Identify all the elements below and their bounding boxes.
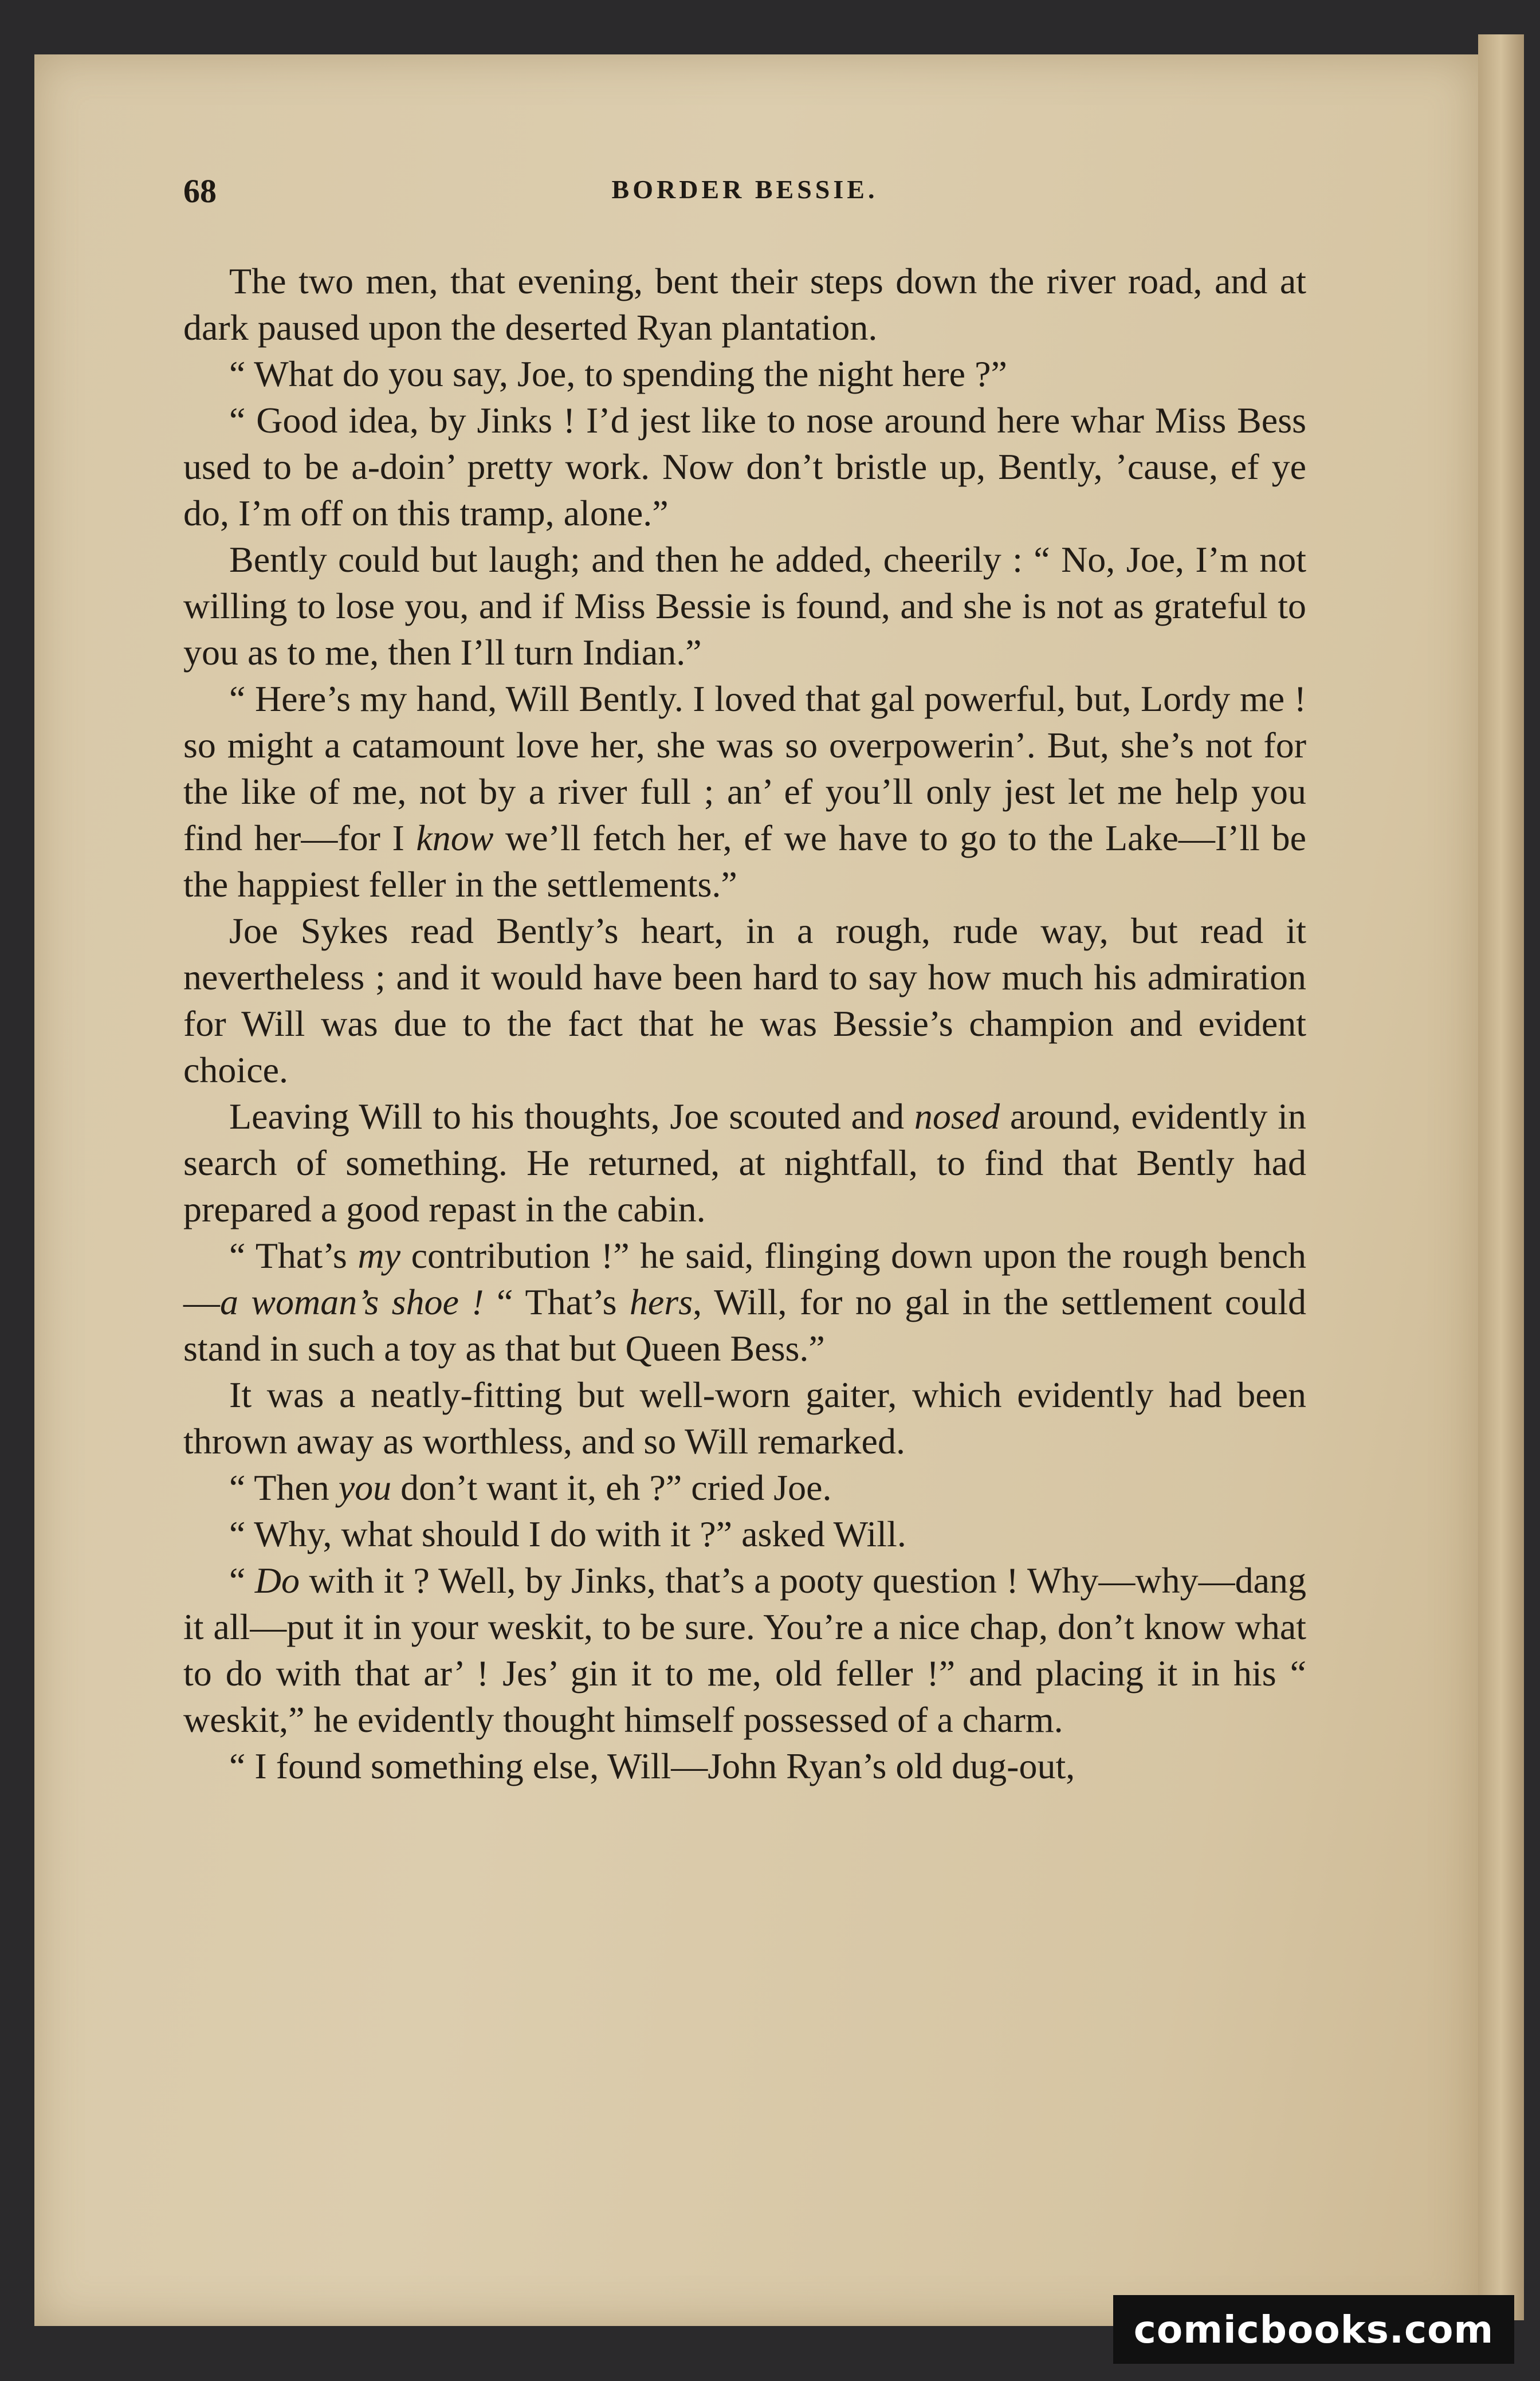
paragraph xyxy=(183,1557,1306,1743)
paragraph xyxy=(183,1464,1306,1511)
italic-text: hers xyxy=(629,1282,693,1322)
paragraph xyxy=(183,1511,1306,1557)
watermark-badge xyxy=(1113,2295,1514,2364)
text-run: “ What do you say, Joe, to spending the night here ?” xyxy=(229,353,1007,394)
page-number: 68 xyxy=(183,172,217,210)
paragraph xyxy=(183,351,1306,397)
paragraph xyxy=(183,397,1306,536)
paragraph xyxy=(183,907,1306,1093)
text-run: “ xyxy=(229,1560,255,1601)
text-run: “ Here’s my hand, Will Bently. I loved that gal powerful, but, Lordy me ! so might a catamount love her, she was so overpowerin’. But, she’s not for the like of me, not by a river full ; an’ ef you’ll only jest let me help you find her—for I xyxy=(183,678,1306,858)
adjacent-page-edge xyxy=(1478,34,1524,2320)
text-run: “ I found something else, Will—John Ryan’s old dug-out, xyxy=(229,1746,1075,1786)
paragraph xyxy=(183,1372,1306,1464)
running-head: BORDER BESSIE. xyxy=(611,175,878,204)
text-run: “ That’s xyxy=(484,1282,630,1322)
watermark-text: comicbooks.com xyxy=(1133,2307,1494,2352)
italic-text: a woman’s shoe ! xyxy=(220,1282,484,1322)
text-run: around, evidently in search of something. He returned, at nightfall, to find that Bently had prepared a good repast in the cabin. xyxy=(183,1096,1307,1229)
text-run: Leaving Will to his thoughts, Joe scouted and xyxy=(229,1096,914,1137)
text-run: Joe Sykes read Bently’s heart, in a rough, rude way, but read it nevertheless ; and it would have been hard to say how much his admiration for Will was due to the fact that he was Bessie’s champion and evident choice. xyxy=(183,910,1306,1090)
text-run: It was a neatly-fitting but well-worn gaiter, which evidently had been thrown away as worthless, and so Will remarked. xyxy=(183,1374,1306,1461)
italic-text: you xyxy=(338,1467,392,1508)
italic-text: nosed xyxy=(914,1096,1000,1137)
text-run: “ That’s xyxy=(229,1235,358,1276)
text-run: contribution !” he said, flinging down upon the rough bench— xyxy=(183,1235,1307,1322)
text-run: , Will, for no gal in the settlement could stand in such a toy as that but Queen Bess.” xyxy=(183,1282,1306,1369)
italic-text: Do xyxy=(254,1560,300,1601)
page-header xyxy=(183,172,1306,218)
paragraph xyxy=(183,258,1306,351)
italic-text: know xyxy=(416,818,494,858)
paragraph xyxy=(183,1093,1306,1232)
paragraph xyxy=(183,1743,1306,1789)
text-run: with it ? Well, by Jinks, that’s a pooty question ! Why—why—dang it all—put it in your weskit, to be sure. You’re a nice chap, don’t know what to do with that ar’ ! Jes’ gin it to me, old feller !” and placing it in his “ weskit,” he evidently thought himself possessed of a charm. xyxy=(183,1560,1307,1740)
paragraph xyxy=(183,675,1306,907)
paragraph xyxy=(183,1232,1306,1372)
paragraph xyxy=(183,536,1306,675)
italic-text: my xyxy=(358,1235,400,1276)
text-run: don’t want it, eh ?” cried Joe. xyxy=(391,1467,832,1508)
text-run: “ Why, what should I do with it ?” asked Will. xyxy=(229,1514,906,1554)
text-run: The two men, that evening, bent their steps down the river road, and at dark paused upon the deserted Ryan plantation. xyxy=(183,261,1306,348)
text-run: “ Then xyxy=(229,1467,339,1508)
text-run: “ Good idea, by Jinks ! I’d jest like to nose around here whar Miss Bess used to be a-doin’ pretty work. Now don’t bristle up, Bently, ’cause, ef ye do, I’m off on this tramp, alone.” xyxy=(183,400,1306,533)
text-run: Bently could but laugh; and then he added, cheerily : “ No, Joe, I’m not willing to lose you, and if Miss Bessie is found, and she is not as grateful to you as to me, then I’ll turn Indian.” xyxy=(183,539,1306,673)
body-text xyxy=(183,258,1306,1789)
text-run: we’ll fetch her, ef we have to go to the Lake—I’ll be the happiest feller in the settlements.” xyxy=(183,818,1307,905)
